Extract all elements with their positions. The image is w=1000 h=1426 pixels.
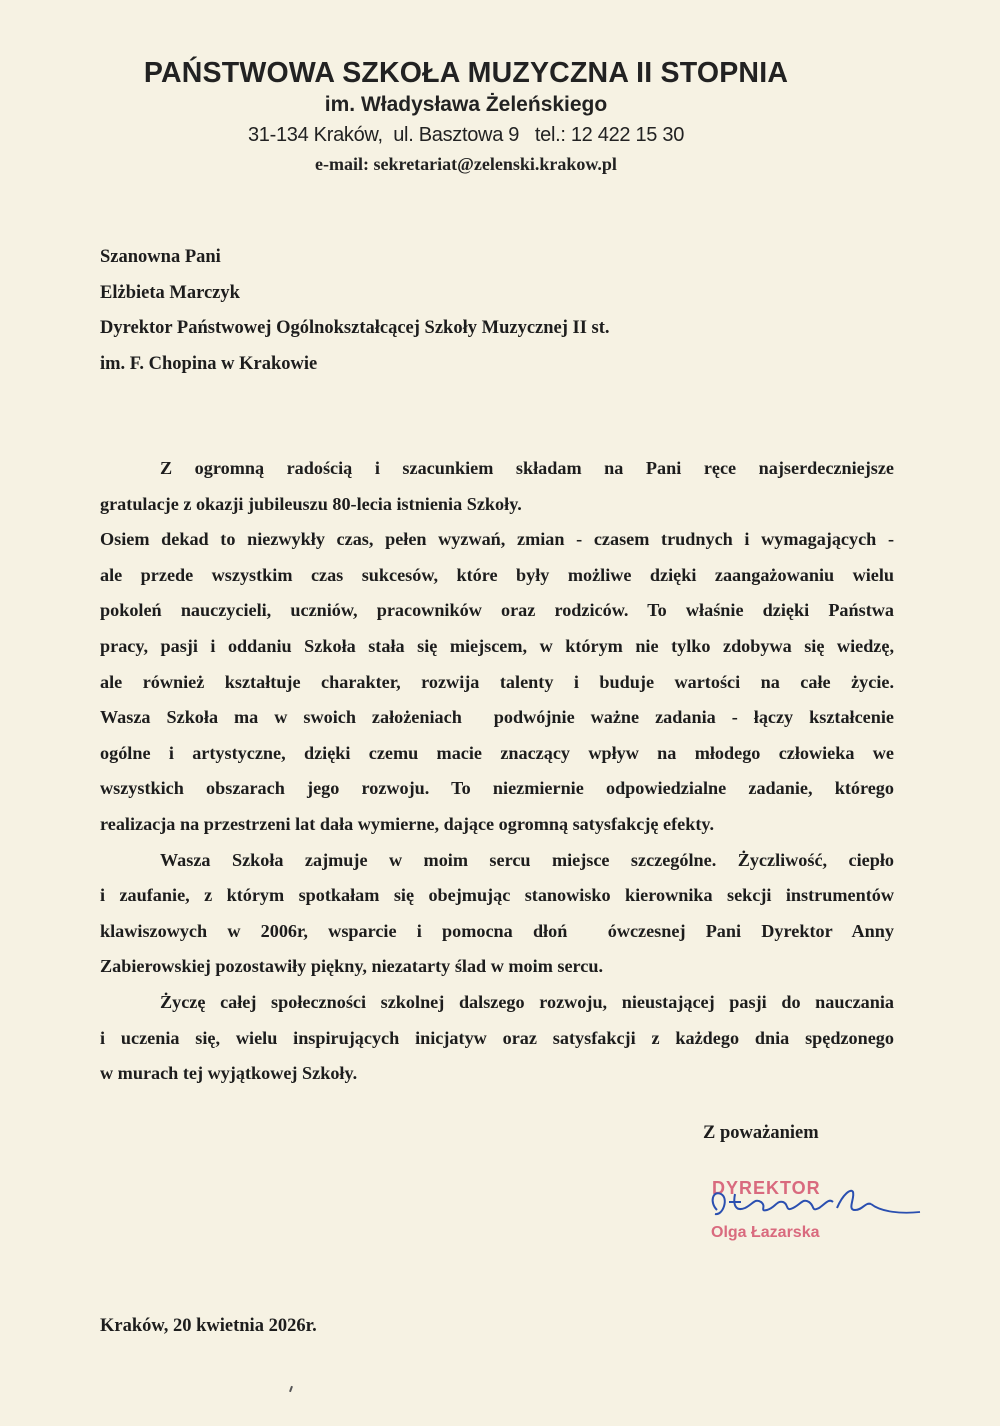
letter-body xyxy=(100,451,894,1092)
body-line: Osiem dekad to niezwykły czas, pełen wyzwań, zmian - czasem trudnych i wymagających - xyxy=(100,529,894,550)
body-line: pokoleń nauczycieli, uczniów, pracowników oraz rodziców. To właśnie dzięki Państwa xyxy=(100,600,894,621)
body-line: ale przede wszystkim czas sukcesów, które były możliwe dzięki zaangażowaniu wielu xyxy=(100,564,894,585)
paper-speck xyxy=(289,1386,293,1392)
body-line: ale również kształtuje charakter, rozwija talenty i buduje wartości na całe życie. xyxy=(100,671,894,692)
body-line: Z ogromną radością i szacunkiem składam na Pani ręce najserdeczniejsze xyxy=(160,458,894,478)
body-line: Wasza Szkoła zajmuje w moim sercu miejsce szczególne. Życzliwość, ciepło xyxy=(160,849,894,870)
recipient-position: Dyrektor Państwowej Ogólnokształcącej Szkoły Muzycznej II st. xyxy=(100,318,610,338)
body-line: Życzę całej społeczności szkolnej dalszego rozwoju, nieustającej pasji do nauczania xyxy=(160,991,894,1012)
school-name: PAŃSTWOWA SZKOŁA MUZYCZNA II STOPNIA xyxy=(143,57,789,89)
stamp-title: DYREKTOR xyxy=(712,1178,821,1198)
school-patron: im. Władysława Żeleńskiego xyxy=(324,93,608,116)
director-stamp xyxy=(705,1172,945,1252)
body-line: wszystkich obszarach jego rozwoju. To niezmiernie odpowiedzialne zadanie, którego xyxy=(100,778,894,799)
body-line: pracy, pasji i oddaniu Szkoła stała się miejscem, w którym nie tylko zdobywa się wiedzę, xyxy=(100,635,894,656)
recipient-block xyxy=(100,240,610,382)
stamp-name: Olga Łazarska xyxy=(711,1224,820,1241)
body-line: i zaufanie, z którym spotkałam się obejmując stanowisko kierownika sekcji instrumentów xyxy=(100,885,894,906)
body-line: Wasza Szkoła ma w swoich założeniach podwójnie ważne zadania - łączy kształcenie xyxy=(100,707,894,728)
school-address: 31-134 Kraków, ul. Basztowa 9 tel.: 12 422 15 30 xyxy=(247,124,685,146)
body-line: Zabierowskiej pozostawiły piękny, niezatarty ślad w moim sercu. xyxy=(100,956,604,977)
letterhead xyxy=(60,56,872,178)
body-line: realizacja na przestrzeni lat dała wymierne, dające ogromną satysfakcję efekty. xyxy=(100,813,715,834)
body-line: w murach tej wyjątkowej Szkoły. xyxy=(100,1063,358,1084)
school-email: e-mail: sekretariat@zelenski.krakow.pl xyxy=(315,154,617,174)
body-line: ogólne i artystyczne, dzięki czemu macie znaczący wpływ na młodego człowieka we xyxy=(100,742,894,763)
body-line: gratulacje z okazji jubileuszu 80-lecia istnienia Szkoły. xyxy=(100,493,522,514)
recipient-salutation: Szanowna Pani xyxy=(100,247,221,267)
body-line: klawiszowych w 2006r, wsparcie i pomocna dłoń ówczesnej Pani Dyrektor Anny xyxy=(100,920,894,941)
recipient-institution: im. F. Chopina w Krakowie xyxy=(100,353,318,374)
body-line: i uczenia się, wielu inspirujących inicjatyw oraz satysfakcji z każdego dnia spędzonego xyxy=(100,1027,894,1048)
letter-date: Kraków, 20 kwietnia 2026r. xyxy=(100,1316,317,1336)
closing-phrase: Z poważaniem xyxy=(703,1123,819,1143)
recipient-name: Elżbieta Marczyk xyxy=(100,282,240,303)
handwritten-signature xyxy=(705,1172,945,1252)
